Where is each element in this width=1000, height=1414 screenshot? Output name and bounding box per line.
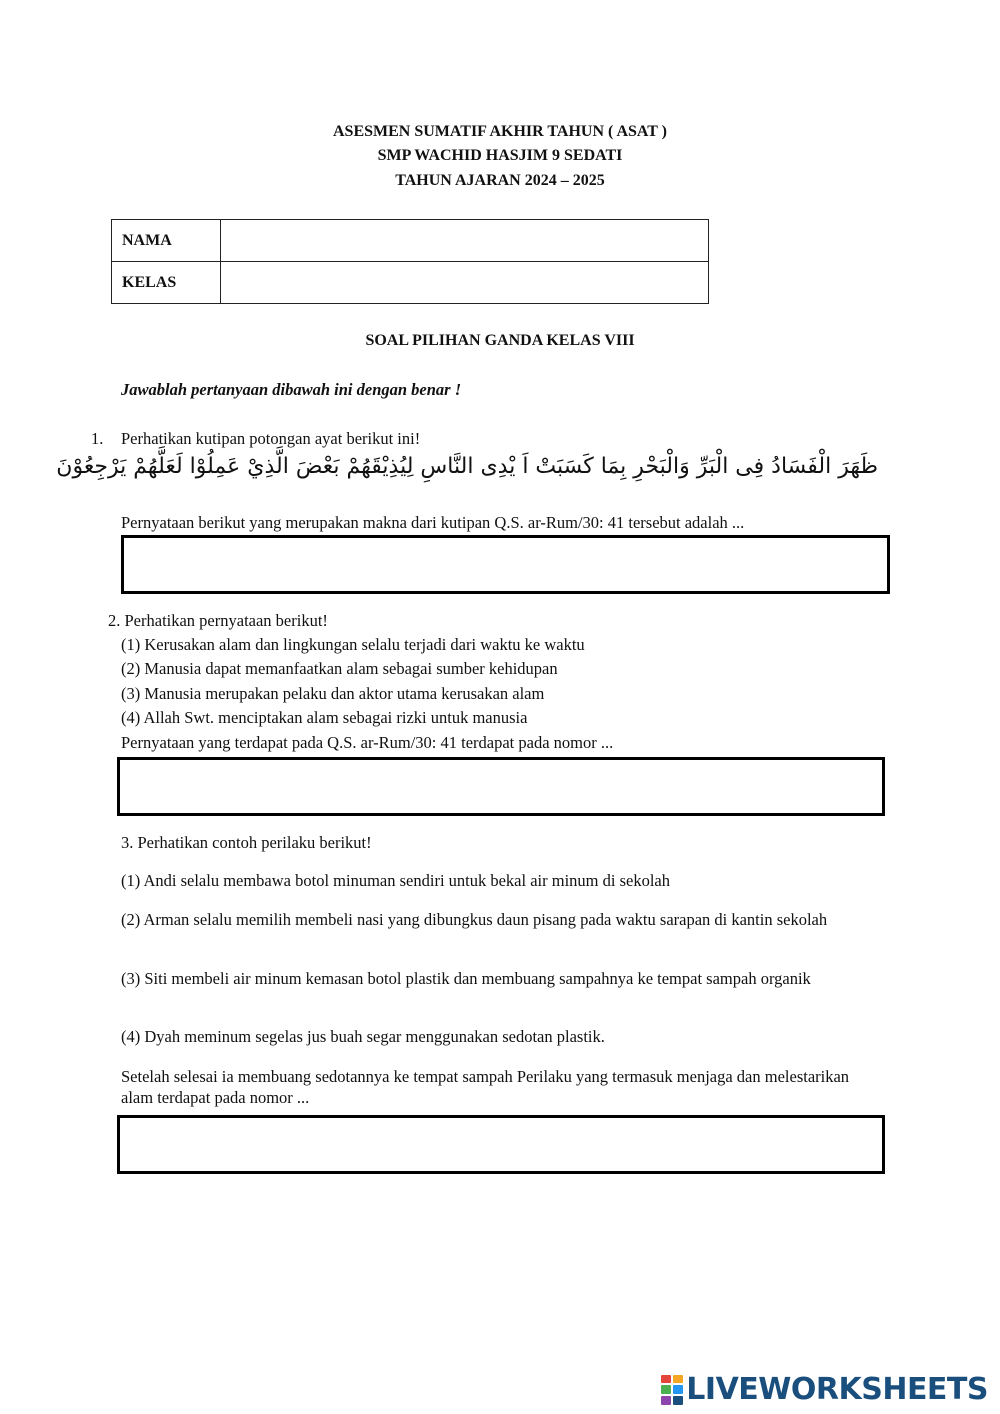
instruction: Jawablah pertanyaan dibawah ini dengan benar ! xyxy=(121,380,462,399)
logo-square-icon xyxy=(673,1375,683,1384)
question-2-intro: 2. Perhatikan pernyataan berikut! xyxy=(108,611,328,630)
question-3-item: (3) Siti membeli air minum kemasan botol plastik dan membuang sampahnya ke tempat sampah organik xyxy=(121,969,811,988)
question-3-text: Setelah selesai ia membuang sedotannya ke tempat sampah Perilaku yang termasuk menjaga dan melestarikan alam terdapat pada nomor ... xyxy=(121,1067,850,1107)
logo-square-icon xyxy=(673,1385,683,1394)
question-3-item: (4) Dyah meminum segelas jus buah segar menggunakan sedotan plastik. xyxy=(121,1027,605,1046)
liveworksheets-logo-icon xyxy=(661,1375,683,1405)
logo-text: LIVEWORKSHEETS xyxy=(686,1372,988,1407)
question-3-intro: 3. Perhatikan contoh perilaku berikut! xyxy=(121,833,372,852)
question-1-intro: Perhatikan kutipan potongan ayat berikut ini! xyxy=(121,429,421,448)
class-label: KELAS xyxy=(112,262,221,304)
section-title: SOAL PILIHAN GANDA KELAS VIII xyxy=(365,332,635,349)
question-2-item: (4) Allah Swt. menciptakan alam sebagai rizki untuk manusia xyxy=(121,708,528,727)
name-field[interactable] xyxy=(221,220,709,262)
question-1-answer-box[interactable] xyxy=(121,535,890,594)
question-2-text: Pernyataan yang terdapat pada Q.S. ar-Rum/30: 41 terdapat pada nomor ... xyxy=(121,733,614,752)
question-2-answer-box[interactable] xyxy=(117,757,885,816)
logo-square-icon xyxy=(661,1375,671,1384)
question-2-item: (2) Manusia dapat memanfaatkan alam sebagai sumber kehidupan xyxy=(121,659,558,678)
logo-square-icon xyxy=(661,1385,671,1394)
academic-year: TAHUN AJARAN 2024 – 2025 xyxy=(395,172,605,189)
liveworksheets-logo[interactable] xyxy=(661,1372,988,1407)
question-3-item: (2) Arman selalu memilih membeli nasi yang dibungkus daun pisang pada waktu sarapan di kantin sekolah xyxy=(121,910,828,929)
question-1-text: Pernyataan berikut yang merupakan makna dari kutipan Q.S. ar-Rum/30: 41 tersebut adalah ... xyxy=(121,513,745,532)
exam-title: ASESMEN SUMATIF AKHIR TAHUN ( ASAT ) xyxy=(333,123,667,140)
question-2-item: (1) Kerusakan alam dan lingkungan selalu terjadi dari waktu ke waktu xyxy=(121,635,585,654)
student-identity-table xyxy=(111,219,709,304)
quran-verse: ظَهَرَ الْفَسَادُ فِى الْبَرِّ وَالْبَحْرِ بِمَا كَسَبَتْ اَ يْدِى النَّاسِ لِيُذِيْقَهُمْ بَعْضَ الَّذِيْ عَمِلُوْا لَعَلَّهُمْ يَرْجِعُوْنَ xyxy=(56,454,878,479)
school-name: SMP WACHID HASJIM 9 SEDATI xyxy=(377,147,623,164)
class-field[interactable] xyxy=(221,262,709,304)
question-1-number: 1. xyxy=(91,429,104,448)
class-row xyxy=(112,262,709,304)
question-3-answer-box[interactable] xyxy=(117,1115,885,1174)
logo-square-icon xyxy=(673,1396,683,1405)
question-2-item: (3) Manusia merupakan pelaku dan aktor utama kerusakan alam xyxy=(121,684,545,703)
question-3-item: (1) Andi selalu membawa botol minuman sendiri untuk bekal air minum di sekolah xyxy=(121,871,670,890)
name-label: NAMA xyxy=(112,220,221,262)
name-row xyxy=(112,220,709,262)
logo-square-icon xyxy=(661,1396,671,1405)
